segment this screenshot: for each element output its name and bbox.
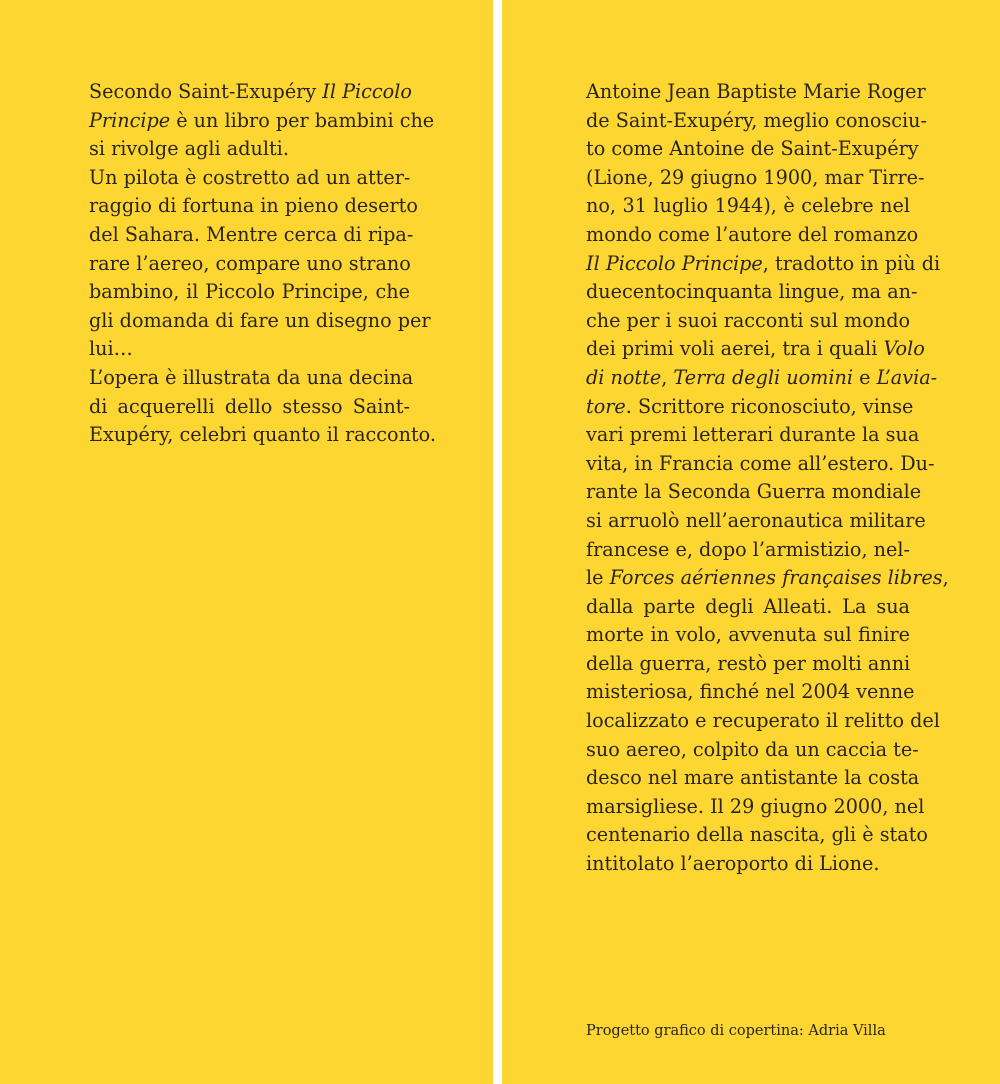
- text-line: [586, 764, 920, 793]
- synopsis-text: [89, 78, 436, 450]
- text-line: [586, 164, 925, 193]
- text-line: [586, 793, 925, 822]
- text-line: [89, 250, 410, 279]
- text-line: [89, 393, 410, 422]
- text-line: [586, 107, 928, 136]
- text-run: Un pilota è costretto ad un atter-: [89, 165, 411, 189]
- text-line: [89, 78, 410, 107]
- text-run: desco nel mare antistante la costa: [586, 766, 920, 790]
- cover-design-credit: Progetto grafico di copertina: Adria Villa: [586, 1023, 886, 1039]
- text-run: Antoine Jean Baptiste Marie Roger: [586, 80, 926, 103]
- italic-title-run: tore: [586, 394, 626, 418]
- italic-title-run: Il Piccolo: [322, 80, 412, 103]
- text-run: raggio di fortuna in pieno deserto: [89, 194, 418, 218]
- text-line: [89, 335, 410, 364]
- text-run: francese e, dopo l’armistizio, nel-: [586, 537, 910, 561]
- text-run: rare l’aereo, compare uno strano: [89, 251, 411, 275]
- text-run: dei primi voli aerei, tra i quali: [586, 337, 884, 361]
- text-run: rante la Seconda Guerra mondiale: [586, 480, 922, 504]
- text-run: suo aereo, colpito da un caccia te-: [586, 737, 919, 761]
- text-run: si arruolò nell’aeronautica militare: [586, 508, 926, 532]
- paragraph: [89, 164, 431, 364]
- author-biography-text: [586, 78, 949, 879]
- text-line: [89, 107, 435, 136]
- text-run: morte in volo, avvenuta sul finire: [586, 623, 910, 647]
- text-run: di acquerelli dello stesso Saint-: [89, 394, 410, 418]
- text-line: [586, 78, 926, 107]
- italic-title-run: Terra degli uomini: [673, 365, 853, 389]
- text-line: [89, 364, 414, 393]
- text-run: (Lione, 29 giugno 1900, mar Tirre-: [586, 165, 925, 189]
- text-run: intitolato l’aeroporto di Lione.: [586, 852, 880, 876]
- text-run: , tradotto in più di: [762, 251, 941, 275]
- text-run: . Scrittore riconosciuto, vinse: [625, 394, 914, 418]
- text-run: e: [853, 365, 877, 389]
- text-run: bambino, il Piccolo Principe, che: [89, 280, 410, 304]
- text-line: [586, 621, 910, 650]
- text-line: [586, 536, 910, 565]
- text-line: [586, 250, 941, 279]
- text-run: si rivolge agli adulti.: [89, 137, 289, 161]
- text-line: [89, 192, 418, 221]
- italic-title-run: Forces aériennes françaises libres: [609, 566, 943, 590]
- text-line: [89, 278, 410, 307]
- left-flap: [0, 0, 493, 1084]
- text-line: [586, 450, 935, 479]
- text-line: [586, 478, 922, 507]
- text-run: Exupéry, celebri quanto il racconto.: [89, 423, 436, 447]
- text-run: vari premi letterari durante la sua: [586, 423, 920, 447]
- text-line: [586, 393, 914, 422]
- right-flap: [502, 0, 1000, 1084]
- text-run: del Sahara. Mentre cerca di ripa-: [89, 222, 414, 246]
- text-line: [89, 164, 410, 193]
- text-run: ,: [942, 566, 949, 590]
- text-run: duecentocinquanta lingue, ma an-: [586, 280, 918, 304]
- text-line: [586, 507, 926, 536]
- text-line: [586, 364, 938, 393]
- text-line: [586, 335, 925, 364]
- text-line: [586, 564, 949, 593]
- text-run: le: [586, 566, 610, 590]
- text-run: no, 31 luglio 1944), è celebre nel: [586, 194, 910, 218]
- text-line: [586, 821, 928, 850]
- text-run: Secondo Saint-Exupéry: [89, 80, 323, 103]
- text-line: [89, 221, 414, 250]
- text-line: [586, 307, 910, 336]
- paragraph: [586, 78, 949, 879]
- text-run: ,: [661, 365, 674, 389]
- text-run: che per i suoi racconti sul mondo: [586, 308, 911, 332]
- paragraph: [89, 78, 435, 164]
- text-run: de Saint-Exupéry, meglio conosciu-: [586, 108, 928, 132]
- text-line: [586, 736, 919, 765]
- text-run: to come Antoine de Saint-Exupéry: [586, 137, 919, 161]
- text-run: della guerra, restò per molti anni: [586, 651, 911, 675]
- text-line: [89, 307, 431, 336]
- text-run: gli domanda di fare un disegno per: [89, 308, 431, 332]
- text-run: marsigliese. Il 29 giugno 2000, nel: [586, 794, 925, 818]
- text-line: [586, 278, 918, 307]
- text-run: centenario della nascita, gli è stato: [586, 823, 928, 847]
- text-run: mondo come l’autore del romanzo: [586, 222, 919, 246]
- text-line: [89, 135, 410, 164]
- text-line: [586, 650, 910, 679]
- italic-title-run: Volo: [883, 337, 925, 361]
- text-run: dalla parte degli Alleati. La sua: [586, 594, 910, 618]
- paragraph: [89, 364, 436, 450]
- italic-title-run: Principe: [89, 108, 171, 132]
- text-run: localizzato e recuperato il relitto del: [586, 709, 940, 733]
- text-run: L’opera è illustrata da una decina: [89, 365, 414, 389]
- text-line: [586, 593, 910, 622]
- text-line: [89, 421, 436, 450]
- text-line: [586, 192, 910, 221]
- italic-title-run: L’avia-: [876, 365, 938, 389]
- italic-title-run: Il Piccolo Principe: [586, 251, 763, 275]
- text-line: [586, 678, 915, 707]
- text-line: [586, 221, 919, 250]
- text-line: [586, 421, 920, 450]
- italic-title-run: di notte: [586, 365, 662, 389]
- text-line: [586, 850, 910, 879]
- text-line: [586, 707, 940, 736]
- text-line: [586, 135, 919, 164]
- text-run: lui…: [89, 337, 133, 361]
- text-run: misteriosa, finché nel 2004 venne: [586, 680, 915, 704]
- text-run: è un libro per bambini che: [170, 108, 435, 132]
- text-run: vita, in Francia come all’estero. Du-: [586, 451, 935, 475]
